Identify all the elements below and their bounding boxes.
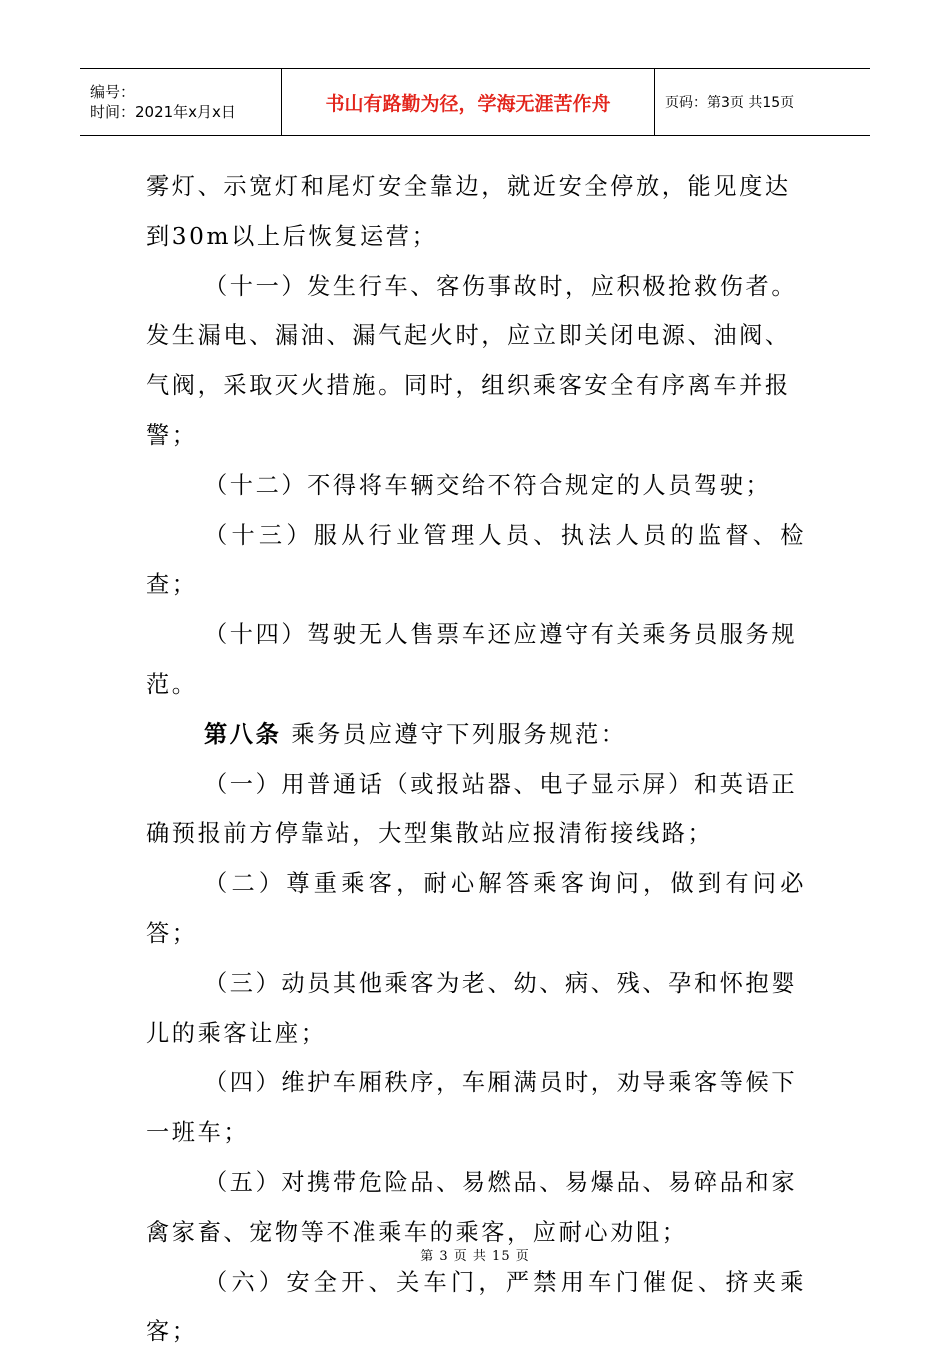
header-motto: 书山有路勤为径，学海无涯苦作舟 bbox=[282, 69, 655, 135]
body-line: 确预报前方停靠站，大型集散站应报清衔接线路； bbox=[146, 820, 714, 848]
header-meta bbox=[80, 69, 282, 135]
body-line: （一）用普通话（或报站器、电子显示屏）和英语正 bbox=[204, 770, 798, 798]
body-line: （十二）不得将车辆交给不符合规定的人员驾驶； bbox=[204, 471, 772, 499]
article-line bbox=[146, 710, 806, 760]
document-time: 时间：2021年x月x日 bbox=[90, 103, 236, 121]
body-line: 发生漏电、漏油、漏气起火时，应立即关闭电源、油阀、 bbox=[146, 322, 791, 350]
article-heading: 第八条 bbox=[204, 720, 282, 748]
page-header bbox=[80, 68, 870, 136]
body-line: 一班车； bbox=[146, 1119, 250, 1147]
body-line: 范。 bbox=[146, 670, 198, 698]
body-line: （十一）发生行车、客伤事故时，应积极抢救伤者。 bbox=[204, 272, 798, 300]
body-line: （二）尊重乘客，耐心解答乘客询问，做到有问必答； bbox=[146, 870, 806, 947]
body-line: 雾灯、示宽灯和尾灯安全靠边，就近安全停放，能见度达 bbox=[146, 173, 791, 200]
document-body bbox=[146, 162, 806, 1357]
body-line: 警； bbox=[146, 421, 198, 449]
body-line: （十四）驾驶无人售票车还应遵守有关乘务员服务规 bbox=[204, 621, 798, 649]
body-line: 儿的乘客让座； bbox=[146, 1019, 327, 1047]
body-line: （六）安全开、关车门，严禁用车门催促、挤夹乘客； bbox=[146, 1268, 806, 1346]
body-line: （五）对携带危险品、易燃品、易爆品、易碎品和家 bbox=[204, 1168, 798, 1196]
document-number-label: 编号： bbox=[90, 83, 136, 101]
body-line: （三）动员其他乘客为老、幼、病、残、孕和怀抱婴 bbox=[204, 969, 798, 997]
article-text: 乘务员应遵守下列服务规范： bbox=[291, 720, 627, 748]
header-page-info: 页码：第3页 共15页 bbox=[665, 95, 795, 111]
body-line: 气阀，采取灭火措施。同时，组织乘客安全有序离车并报 bbox=[146, 372, 791, 400]
body-line: 禽家畜、宠物等不准乘车的乘客，应耐心劝阻； bbox=[146, 1218, 688, 1246]
body-line: （十三）服从行业管理人员、执法人员的监督、检查； bbox=[146, 521, 806, 599]
page-footer: 第 3 页 共 15 页 bbox=[420, 1249, 530, 1264]
body-line: 到30m以上后恢复运营； bbox=[146, 222, 438, 250]
body-line: （四）维护车厢秩序，车厢满员时，劝导乘客等候下 bbox=[204, 1069, 798, 1097]
